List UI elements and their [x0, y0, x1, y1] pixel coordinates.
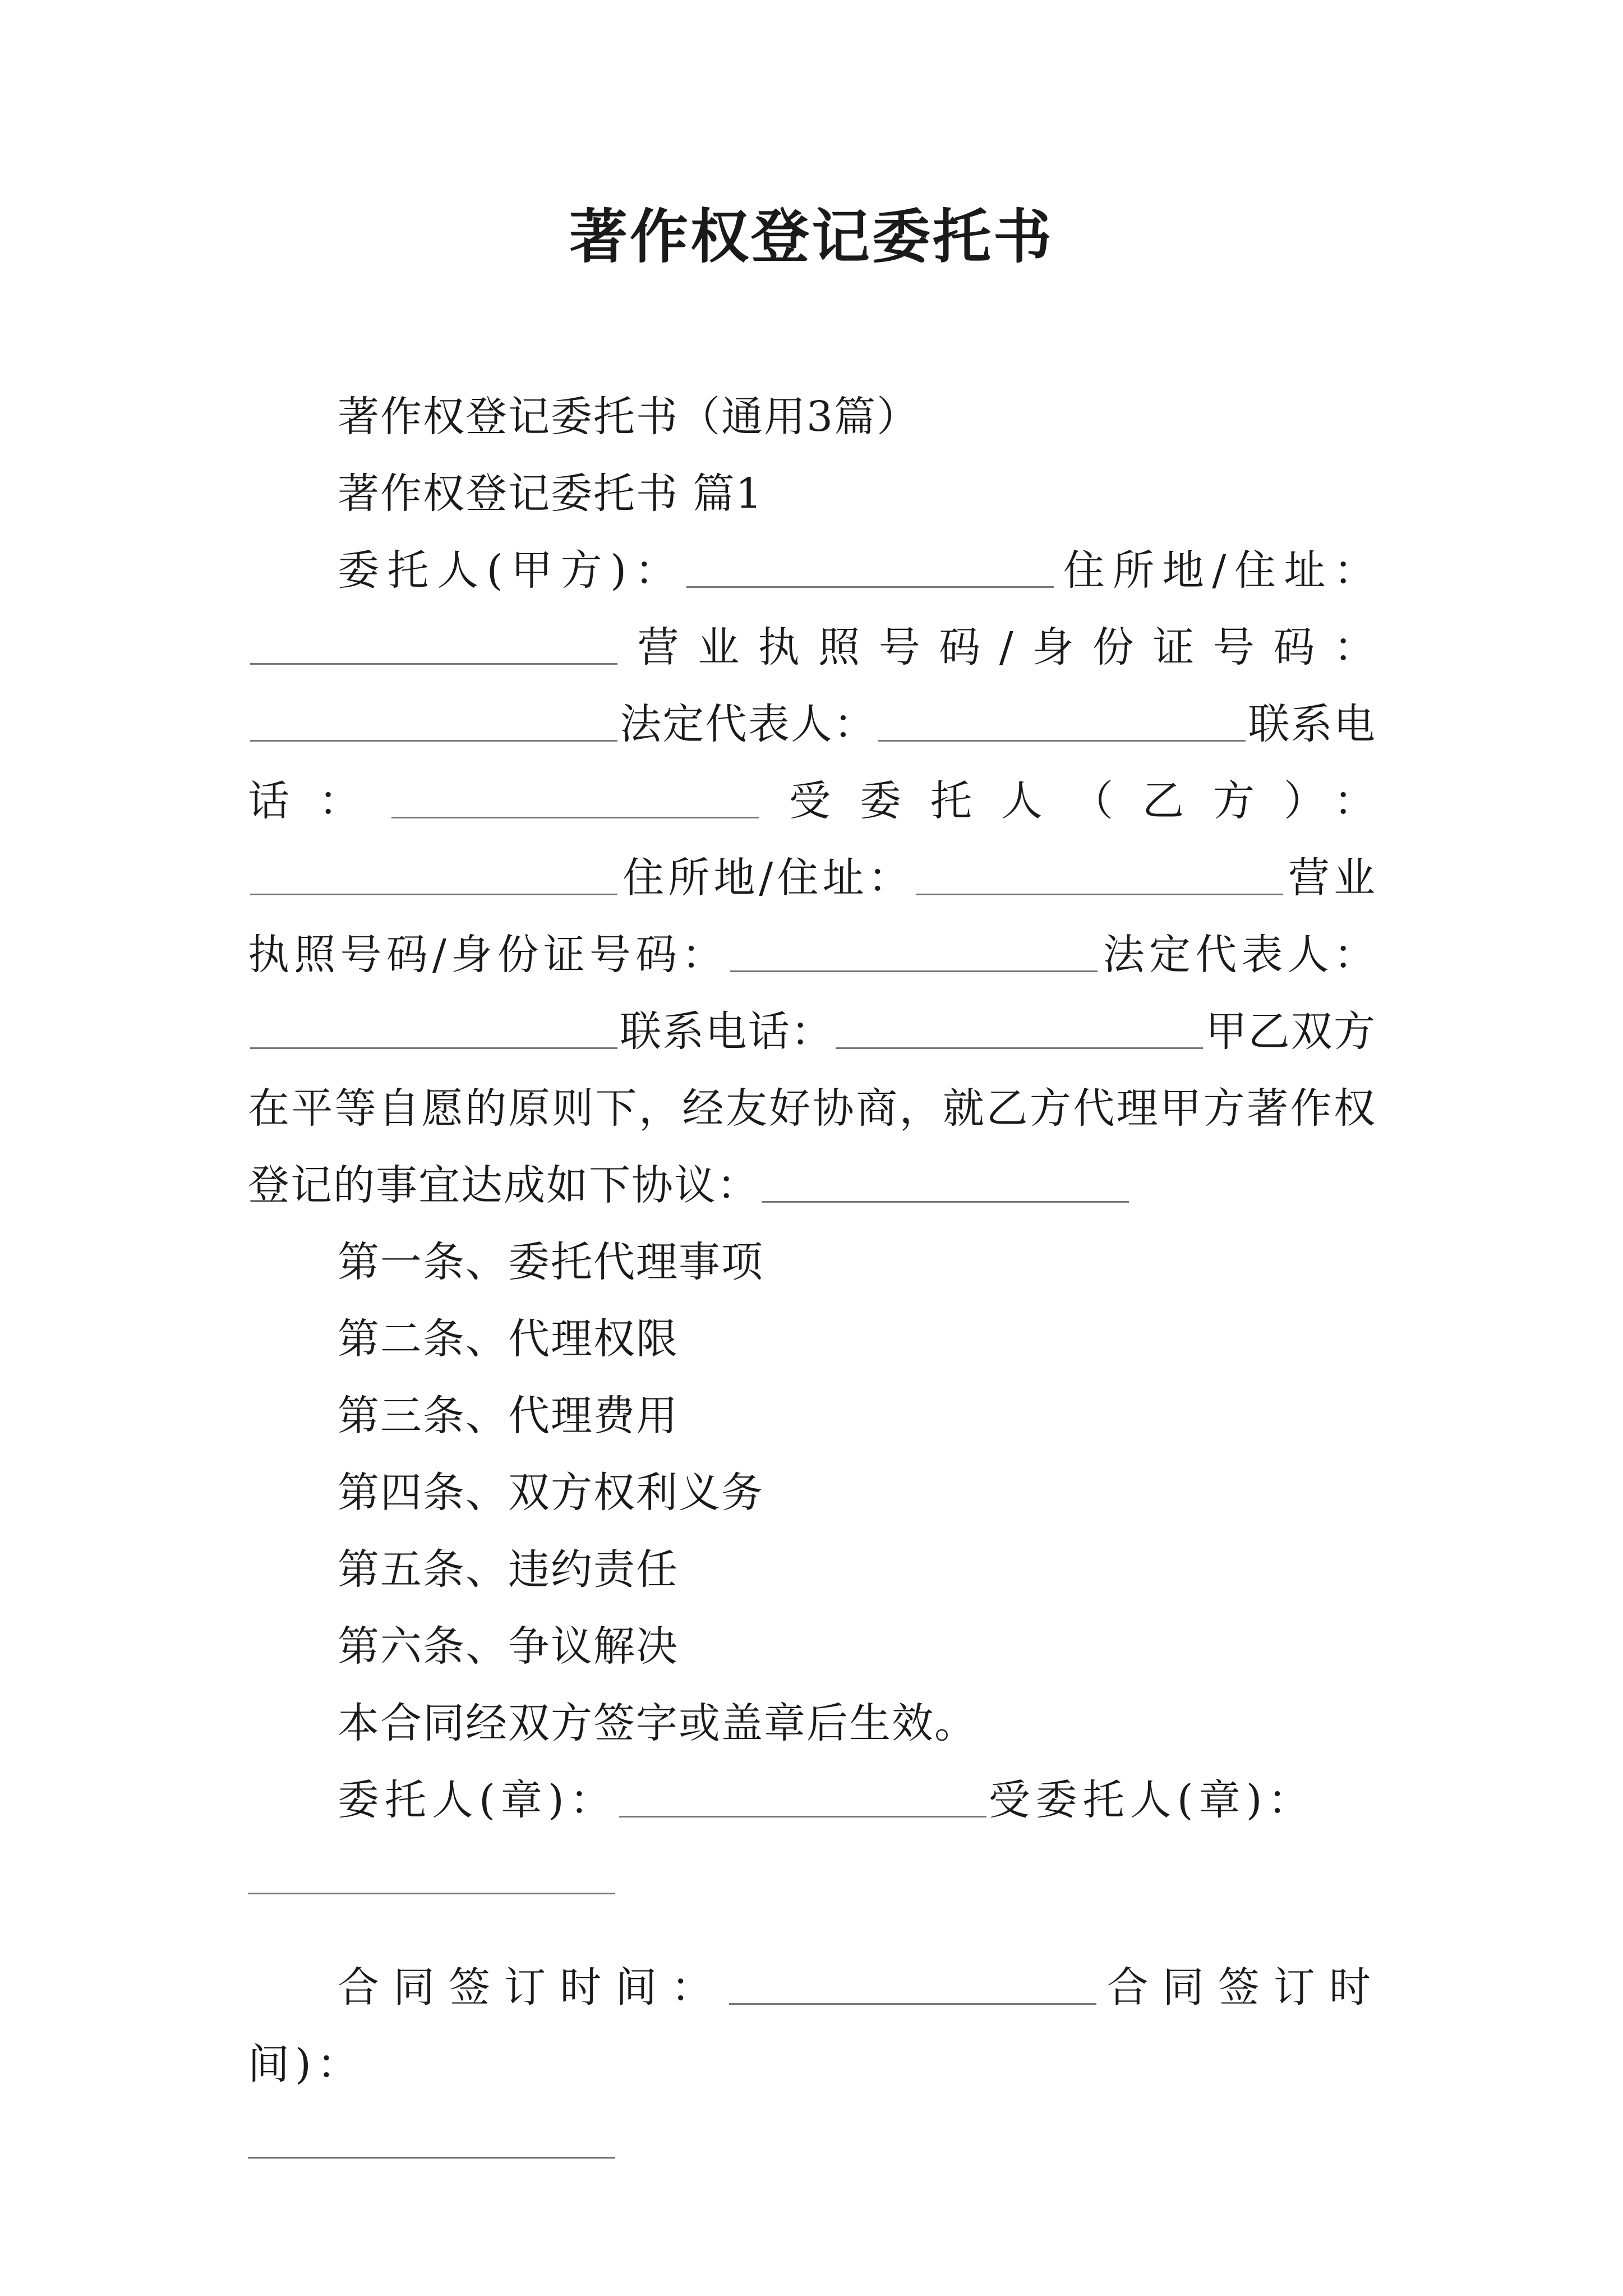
article-1: 第一条、委托代理事项 — [338, 1238, 764, 1286]
party-b-license-blank — [730, 931, 1098, 972]
document-body — [248, 379, 1376, 2180]
signature-line — [248, 1762, 1376, 1839]
party-b-legal-rep-label: 法定代表人： — [1099, 931, 1376, 979]
party-b-legal-rep-blank — [250, 1008, 617, 1049]
spacer — [248, 1916, 1376, 1949]
party-a-address-label: 住所地/住址： — [1056, 546, 1376, 595]
signer-b-blank — [248, 1853, 615, 1894]
document-subtitle: 著作权登记委托书（通用3篇） — [338, 393, 920, 441]
sign-date-line — [248, 1949, 1376, 2103]
signer-b-blank-line — [248, 1839, 1376, 1916]
document-title: 著作权登记委托书 — [569, 202, 1054, 271]
party-b-license-label: 营业执照号码/身份证号码： — [248, 854, 1376, 979]
article-3: 第三条、代理费用 — [338, 1392, 679, 1440]
party-a-license-blank — [250, 701, 617, 742]
party-b-address-blank — [916, 854, 1283, 895]
article-2: 第二条、代理权限 — [338, 1315, 679, 1363]
signer-a-blank — [619, 1777, 986, 1818]
agreement-intro: 甲乙双方在平等自愿的原则下，经友好协商，就乙方代理甲方著作权登记的事宜达成如下协议： — [248, 1007, 1377, 1209]
party-a-license-label: 营业执照号码/身份证号码： — [620, 623, 1376, 671]
sign-date-b-blank-line — [248, 2103, 1376, 2180]
party-b-phone-blank — [836, 1008, 1203, 1049]
sign-date-a-label: 合同签订时间： — [338, 1963, 727, 2012]
party-a-phone-blank — [391, 777, 759, 818]
party-a-label: 委托人(甲方)： — [338, 546, 685, 595]
party-a-legal-rep-label: 法定代表人： — [620, 700, 877, 748]
party-b-blank — [250, 854, 617, 895]
party-a-blank — [686, 547, 1054, 588]
article-5: 第五条、违约责任 — [338, 1545, 679, 1594]
signer-b-label: 受委托人(章)： — [988, 1776, 1315, 1824]
sign-date-b-label: 合同签订时间)： — [248, 1963, 1377, 2088]
sign-date-a-blank — [729, 1964, 1096, 2005]
article-4: 第四条、双方权利义务 — [338, 1469, 764, 1517]
article-6: 第六条、争议解决 — [338, 1622, 679, 1671]
signer-a-label: 委托人(章)： — [338, 1776, 617, 1824]
sign-date-b-blank — [248, 2118, 615, 2159]
agreement-blank — [762, 1162, 1129, 1203]
party-a-phone-label: 联系电话： — [248, 700, 1377, 825]
party-a-address-blank — [250, 624, 617, 665]
party-a-legal-rep-blank — [878, 701, 1246, 742]
effective-clause: 本合同经双方签字或盖章后生效。 — [338, 1699, 977, 1747]
section-heading: 著作权登记委托书 篇1 — [338, 470, 763, 518]
party-b-label: 受委托人（乙方）： — [761, 777, 1376, 825]
party-info-paragraph — [248, 532, 1376, 1224]
party-b-phone-label: 联系电话： — [620, 1007, 834, 1056]
party-b-address-label: 住所地/住址： — [620, 854, 914, 902]
